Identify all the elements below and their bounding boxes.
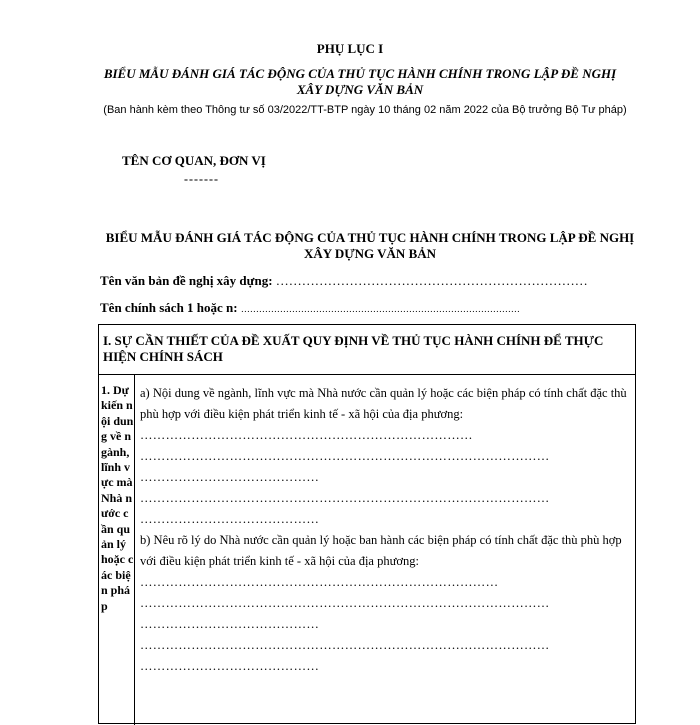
policy-name-field xyxy=(100,300,520,316)
policy-name-dots: ………………………………………………………………………………… xyxy=(240,304,520,314)
form-title: BIỂU MẪU ĐÁNH GIÁ TÁC ĐỘNG CỦA THỦ TỤC HÀNH CHÍNH TRONG LẬP ĐỀ NGHỊ XÂY DỰNG VĂN BẢN xyxy=(105,230,635,261)
main-title: BIỂU MẪU ĐÁNH GIÁ TÁC ĐỘNG CỦA THỦ TỤC HÀNH CHÍNH TRONG LẬP ĐỀ NGHỊ XÂY DỰNG VĂN BẢN xyxy=(103,66,617,97)
dot-line: ………………………………………………………………………… xyxy=(140,575,499,589)
dot-line: …………………………………………………………………………………… xyxy=(140,449,550,463)
agency-separator: ------- xyxy=(184,172,219,186)
issued-note: (Ban hành kèm theo Thông tư số 03/2022/TT-BTP ngày 10 tháng 02 năm 2022 của Bộ trưởng Bộ Tư pháp) xyxy=(103,104,627,116)
dot-line: …………………………………………………………………… xyxy=(140,428,473,442)
item-b-text: b) Nêu rõ lý do Nhà nước cần quản lý hoặc ban hành các biện pháp có tính chất đặc thù phù hợp với điều kiện phát triển kinh tế - xã hội của địa phương: xyxy=(140,533,622,568)
proposal-name-label: Tên văn bản đề nghị xây dựng: xyxy=(100,273,273,288)
dot-line: …………………………………………………………………………………… xyxy=(140,596,550,610)
proposal-name-field xyxy=(100,273,588,289)
dot-line: …………………………………… xyxy=(140,512,320,526)
policy-name-label: Tên chính sách 1 hoặc n: xyxy=(100,300,238,315)
dot-line: …………………………………… xyxy=(140,659,320,673)
section-heading: I. SỰ CẦN THIẾT CỦA ĐỀ XUẤT QUY ĐỊNH VỀ THỦ TỤC HÀNH CHÍNH ĐỂ THỰC HIỆN CHÍNH SÁCH xyxy=(99,325,635,375)
appendix-title: PHỤ LỤC I xyxy=(316,41,384,56)
proposal-name-dots: ……………………………………………………………… xyxy=(275,273,588,288)
item-label-cell: 1. Dự kiến nội dung về ngành, lĩnh vực mà Nhà nước cần quản lý hoặc các biện pháp xyxy=(99,375,135,725)
assessment-table xyxy=(98,324,636,724)
agency-name: TÊN CƠ QUAN, ĐƠN VỊ xyxy=(122,153,266,168)
dot-line: …………………………………………………………………………………… xyxy=(140,638,550,652)
dot-line: …………………………………… xyxy=(140,470,320,484)
dot-line: …………………………………………………………………………………… xyxy=(140,491,550,505)
dot-line: …………………………………… xyxy=(140,617,320,631)
item-a-text: a) Nội dung về ngành, lĩnh vực mà Nhà nước cần quản lý hoặc các biện pháp có tính chất đặc thù phù hợp với điều kiện phát triển kinh tế - xã hội của địa phương: xyxy=(140,386,627,421)
item-content-cell xyxy=(136,375,634,725)
